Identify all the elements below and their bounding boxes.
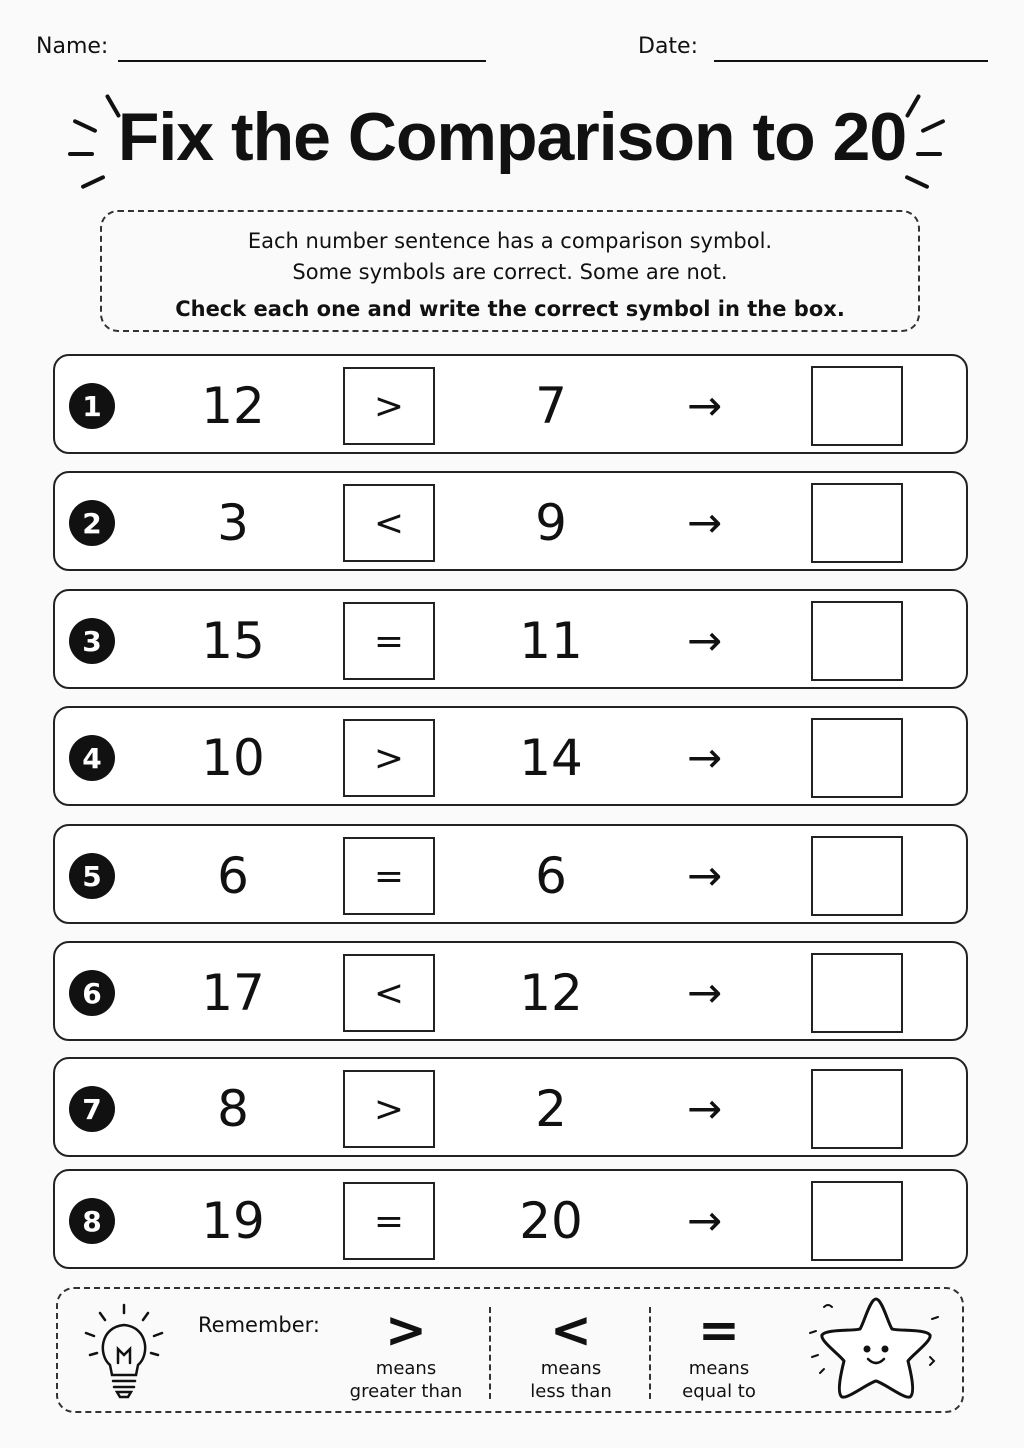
left-number: 12 xyxy=(201,377,265,435)
problem-row-8 xyxy=(53,1169,968,1269)
answer-box[interactable] xyxy=(811,601,903,681)
rule-text-line1: means xyxy=(540,1358,602,1379)
left-number: 15 xyxy=(201,612,265,670)
answer-box[interactable] xyxy=(811,1069,903,1149)
problem-row-4 xyxy=(53,706,968,806)
arrow-icon: → xyxy=(687,381,723,430)
rule-equal-to xyxy=(649,1303,789,1403)
problem-row-5 xyxy=(53,824,968,924)
right-number: 20 xyxy=(519,1192,583,1250)
greater-than-symbol: > xyxy=(385,1301,427,1359)
problem-number-badge: 2 xyxy=(69,500,115,546)
left-number: 17 xyxy=(201,964,265,1022)
problem-row-7 xyxy=(53,1057,968,1157)
answer-box[interactable] xyxy=(811,1181,903,1261)
remember-label: Remember: xyxy=(198,1313,320,1337)
right-number: 2 xyxy=(535,1080,567,1138)
given-symbol: > xyxy=(343,719,435,797)
star-icon xyxy=(804,1293,944,1405)
left-number: 6 xyxy=(217,847,249,905)
right-number: 7 xyxy=(535,377,567,435)
instruction-line-3: Check each one and write the correct symbol in the box. xyxy=(175,297,845,321)
rule-text-line2: less than xyxy=(530,1381,612,1402)
problem-number-badge: 4 xyxy=(69,735,115,781)
instruction-line-1: Each number sentence has a comparison symbol. xyxy=(247,229,773,253)
given-symbol: = xyxy=(343,602,435,680)
arrow-icon: → xyxy=(687,968,723,1017)
right-number: 11 xyxy=(519,612,583,670)
instruction-line-2: Some symbols are correct. Some are not. xyxy=(292,260,728,284)
left-number: 3 xyxy=(217,494,249,552)
divider xyxy=(489,1307,491,1399)
less-than-symbol: < xyxy=(550,1301,592,1359)
right-number: 14 xyxy=(519,729,583,787)
answer-box[interactable] xyxy=(811,483,903,563)
date-label: Date: xyxy=(638,34,698,59)
arrow-icon: → xyxy=(687,616,723,665)
given-symbol: > xyxy=(343,1070,435,1148)
right-number: 9 xyxy=(535,494,567,552)
arrow-icon: → xyxy=(687,851,723,900)
arrow-icon: → xyxy=(687,498,723,547)
answer-box[interactable] xyxy=(811,366,903,446)
problem-row-3 xyxy=(53,589,968,689)
arrow-icon: → xyxy=(687,733,723,782)
problem-number-badge: 6 xyxy=(69,970,115,1016)
rule-text-line2: equal to xyxy=(682,1381,756,1402)
problem-number-badge: 1 xyxy=(69,383,115,429)
name-field[interactable] xyxy=(118,60,486,62)
rule-text-line1: means xyxy=(688,1358,750,1379)
problem-row-1 xyxy=(53,354,968,454)
given-symbol: = xyxy=(343,837,435,915)
right-number: 12 xyxy=(519,964,583,1022)
left-number: 8 xyxy=(217,1080,249,1138)
left-number: 10 xyxy=(201,729,265,787)
given-symbol: = xyxy=(343,1182,435,1260)
arrow-icon: → xyxy=(687,1196,723,1245)
rule-greater-than xyxy=(336,1303,476,1403)
problem-row-2 xyxy=(53,471,968,571)
rule-less-than xyxy=(501,1303,641,1403)
lightbulb-icon xyxy=(80,1301,168,1401)
page-title: Fix the Comparison to 20 xyxy=(117,99,907,175)
problem-number-badge: 7 xyxy=(69,1086,115,1132)
problem-number-badge: 8 xyxy=(69,1198,115,1244)
problem-number-badge: 3 xyxy=(69,618,115,664)
date-field[interactable] xyxy=(714,60,988,62)
arrow-icon: → xyxy=(687,1084,723,1133)
problem-number-badge: 5 xyxy=(69,853,115,899)
problem-row-6 xyxy=(53,941,968,1041)
remember-box xyxy=(56,1287,964,1413)
given-symbol: < xyxy=(343,954,435,1032)
answer-box[interactable] xyxy=(811,836,903,916)
given-symbol: < xyxy=(343,484,435,562)
given-symbol: > xyxy=(343,367,435,445)
answer-box[interactable] xyxy=(811,953,903,1033)
answer-box[interactable] xyxy=(811,718,903,798)
name-label: Name: xyxy=(36,34,109,59)
left-number: 19 xyxy=(201,1192,265,1250)
rule-text-line2: greater than xyxy=(349,1381,463,1402)
equal-symbol: = xyxy=(698,1301,740,1359)
rule-text-line1: means xyxy=(375,1358,437,1379)
right-number: 6 xyxy=(535,847,567,905)
instructions-box xyxy=(100,210,920,332)
